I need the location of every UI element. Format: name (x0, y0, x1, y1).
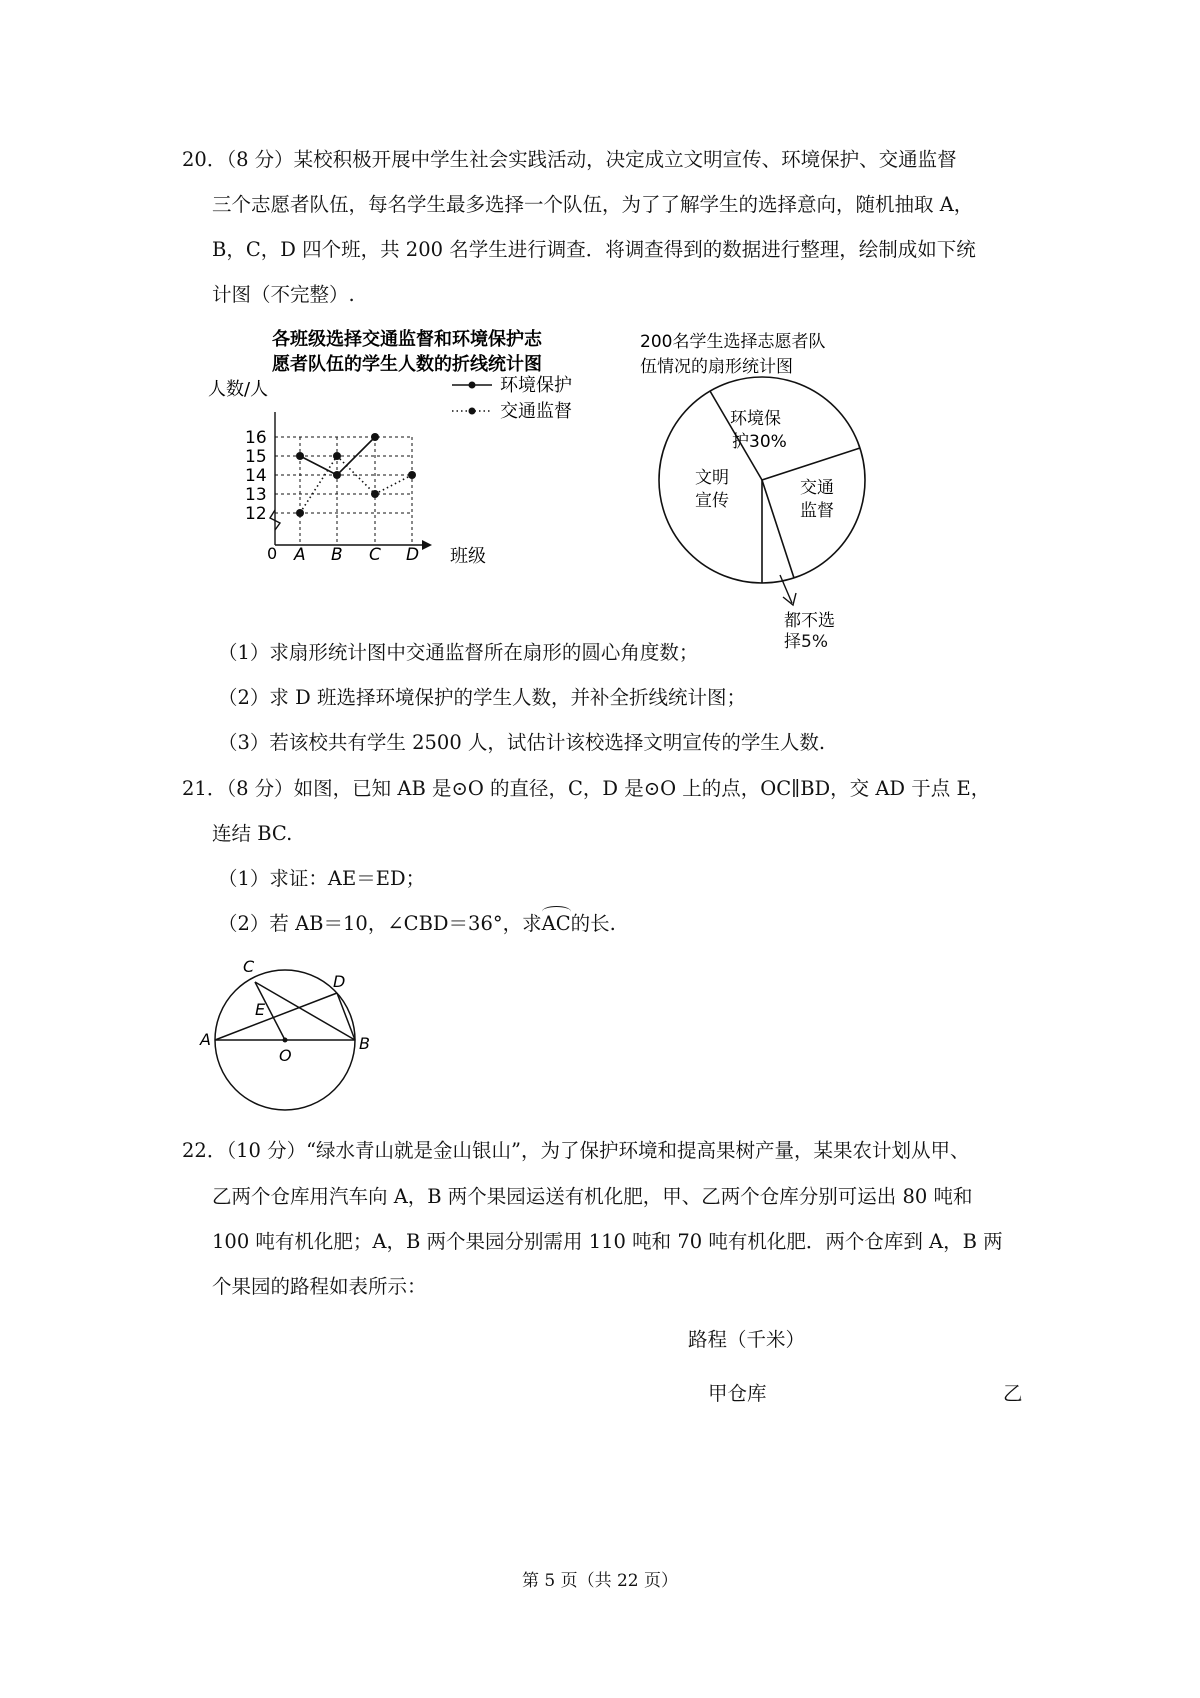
line-chart-title-line1: 各班级选择交通监督和环境保护志 (272, 329, 542, 350)
arc-ac-label: AC (541, 912, 571, 935)
q20-sub2: （2）求 D 班选择环境保护的学生人数，并补全折线统计图； (218, 686, 746, 709)
q20-sub3: （3）若该校共有学生 2500 人，试估计该校选择文明宣传的学生人数. (218, 731, 826, 754)
q21-sub2 (218, 914, 616, 934)
q20-line4: 计图（不完整）. (212, 283, 355, 306)
q21-sub2-post: 的长. (570, 912, 616, 935)
callout-arrowhead (783, 593, 796, 605)
gridlines (275, 437, 412, 545)
legend (452, 375, 572, 422)
series-1-point-C (371, 490, 379, 498)
table-col-yi: 乙 (1003, 1382, 1023, 1405)
slice-label-civic-2: 宣传 (695, 491, 729, 511)
table-col-jia: 甲仓库 (708, 1382, 767, 1405)
x-axis-label: 班级 (450, 546, 486, 567)
y-tick-label-12: 12 (245, 504, 267, 524)
q21-sub1: （1）求证：AE＝ED； (218, 867, 426, 890)
q20-line3: B，C，D 四个班，共 200 名学生进行调查．将调查得到的数据进行整理，绘制成如下统 (212, 238, 976, 261)
x-tick-label-C: C (369, 545, 381, 565)
slice-label-none-2: 择5% (784, 632, 828, 652)
series-0-point-C (371, 433, 379, 441)
legend-label-env: 环境保护 (500, 375, 572, 396)
origin-label: 0 (267, 544, 278, 563)
point-o (283, 1038, 288, 1043)
table-header: 路程（千米） (688, 1328, 806, 1351)
segment-bd (337, 993, 355, 1040)
q22-line1: 22．（10 分）“绿水青山就是金山银山”，为了保护环境和提高果树产量，某果农计划从甲、 (182, 1139, 970, 1162)
x-tick-label-D: D (406, 545, 420, 565)
pie-chart-title-line1: 200名学生选择志愿者队 (640, 332, 826, 352)
arc-mark-icon (542, 906, 571, 917)
legend-label-traffic: 交通监督 (500, 401, 572, 422)
series-1-point-D (408, 471, 416, 479)
y-tick-label-15: 15 (245, 447, 267, 467)
q21-line2: 连结 BC. (212, 822, 293, 845)
slice-label-traffic-2: 监督 (800, 501, 834, 521)
slice-label-traffic-1: 交通 (800, 478, 834, 498)
circle-figure (195, 955, 395, 1125)
label-c: C (243, 957, 255, 976)
slice-label-none-1: 都不选 (784, 611, 835, 631)
q21-sub2-pre: （2）若 AB＝10，∠CBD＝36°，求 (218, 912, 542, 935)
slice-label-civic-1: 文明 (695, 468, 729, 488)
x-axis-arrow (422, 540, 432, 550)
y-tick-label-14: 14 (245, 466, 267, 486)
label-b: B (359, 1034, 370, 1053)
series-0-point-A (296, 452, 304, 460)
series-0-point-B (333, 471, 341, 479)
pie-divider-3 (762, 480, 794, 578)
series-1-point-A (296, 509, 304, 517)
label-o: O (279, 1046, 292, 1065)
segment-ad (215, 993, 337, 1040)
q20-sub1: （1）求扇形统计图中交通监督所在扇形的圆心角度数； (218, 641, 699, 664)
q22-line2: 乙两个仓库用汽车向 A，B 两个果园运送有机化肥，甲、乙两个仓库分别可运出 80 吨和 (212, 1185, 973, 1208)
q22-line4: 个果园的路程如表所示： (212, 1275, 427, 1298)
line-chart-title-line2: 愿者队伍的学生人数的折线统计图 (272, 354, 542, 375)
y-axis-label: 人数/人 (208, 379, 269, 400)
x-tick-label-A: A (294, 545, 306, 565)
pie-chart (630, 320, 890, 631)
label-d: D (333, 972, 346, 991)
x-tick-label-B: B (331, 545, 343, 565)
y-tick-label-13: 13 (245, 485, 267, 505)
series-1-point-B (333, 452, 341, 460)
q20-line2: 三个志愿者队伍，每名学生最多选择一个队伍，为了了解学生的选择意向，随机抽取 A， (212, 193, 974, 216)
y-tick-label-16: 16 (245, 428, 267, 448)
pie-chart-title-line2: 伍情况的扇形统计图 (640, 357, 793, 377)
q21-line1: 21．（8 分）如图，已知 AB 是⊙O 的直径，C，D 是⊙O 上的点，OC∥BD，交 AD 于点 E， (182, 777, 991, 800)
label-e: E (255, 1000, 266, 1019)
pie-divider-2 (762, 448, 860, 480)
slice-label-env-2: 护30% (732, 432, 787, 452)
line-chart (200, 320, 600, 630)
label-a: A (200, 1030, 211, 1049)
arc-ac (542, 914, 571, 934)
page-footer: 第 5 页（共 22 页） (521, 1571, 679, 1591)
q20-line1: 20．（8 分）某校积极开展中学生社会实践活动，决定成立文明宣传、环境保护、交通监督 (182, 148, 957, 171)
q22-line3: 100 吨有机化肥；A，B 两个果园分别需用 110 吨和 70 吨有机化肥．两个仓库到 A，B 两 (212, 1230, 1003, 1253)
slice-label-env-1: 环境保 (730, 409, 781, 429)
